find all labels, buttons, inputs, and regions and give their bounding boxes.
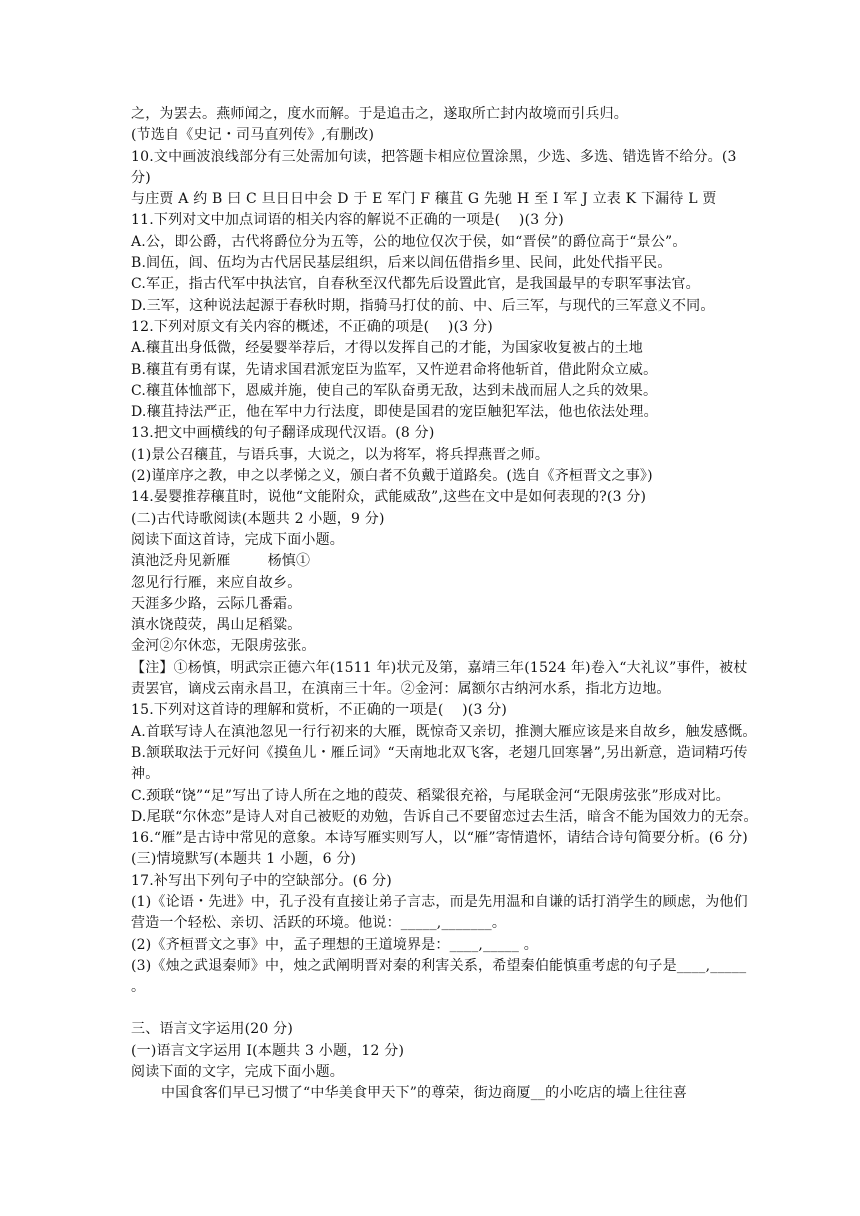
question-13: 13.把文中画横线的句子翻译成现代汉语。(8 分) xyxy=(131,425,435,442)
sub-question-2: (2)谨庠序之教，申之以孝悌之义，颁白者不负戴于道路矣。(选自《齐桓晋文之事》) xyxy=(131,468,653,485)
instruction: 阅读下面这首诗，完成下面小题。 xyxy=(131,531,344,548)
option-b: B.闾伍，闾、伍均为古代居民基层组织，后来以闾伍借指乡里、民间，此处代指平民。 xyxy=(131,255,672,272)
option-d: D.穰苴持法严正，他在军中力行法度，即使是国君的宠臣触犯军法，他也依法处理。 xyxy=(131,404,658,421)
text-line: 之，为罢去。燕师闻之，度水而解。于是追击之，遂取所亡封内故境而引兵归。 xyxy=(131,106,628,122)
question-10: 10.文中画波浪线部分有三处需加句读，把答题卡相应位置涂黑，少选、多选、错选皆不给分。(3 分) xyxy=(131,148,742,186)
option-b: B.颔联取法于元好问《摸鱼儿・雁丘词》“天南地北双飞客，老翅几回寒暑”,另出新意，造词精巧传神。 xyxy=(131,744,748,783)
instruction: 阅读下面的文字，完成下面小题。 xyxy=(131,1064,344,1081)
section-heading: (三)情境默写(本题共 1 小题，6 分) xyxy=(131,851,357,868)
spacer xyxy=(131,998,760,1019)
sub-question-3: (3)《烛之武退秦师》中，烛之武阐明晋对秦的利害关系，希望秦伯能慎重考虑的句子是____,_____ 。 xyxy=(131,957,751,996)
option-b: B.穰苴有勇有谋，先请求国君派宠臣为监军，又忤逆君命将他斩首，借此附众立威。 xyxy=(131,361,658,378)
question-17: 17.补写出下列句子中的空缺部分。(6 分) xyxy=(131,872,392,889)
question-16: 16.“雁”是古诗中常见的意象。本诗写雁实则写人，以“雁”寄情遣怀，请结合诗句简要分析。(6 分) xyxy=(131,830,748,847)
option-a: A.穰苴出身低微，经晏婴举荐后，才得以发挥自己的才能，为国家收复被占的土地 xyxy=(131,340,643,357)
section-heading: (一)语言文字运用 I(本题共 3 小题，12 分) xyxy=(131,1042,405,1059)
option-c: C.军正，指古代军中执法官，自春秋至汉代都先后设置此官，是我国最早的专职军事法官。 xyxy=(131,276,700,293)
question-10-text: 与庄贾 A 约 B 曰 C 旦日日中会 D 于 E 军门 F 穰苴 G 先驰 H 至 I 军 J 立表 K 下漏待 L 贾 xyxy=(131,191,717,208)
section-heading: (二)古代诗歌阅读(本题共 2 小题，9 分) xyxy=(131,510,385,527)
question-15: 15.下列对这首诗的理解和赏析，不正确的一项是( )(3 分) xyxy=(131,702,508,719)
option-c: C.颈联“饶”“足”写出了诗人所在之地的葭荧、稻粱很充裕，与尾联金河“无限虏弦张”形成对比。 xyxy=(131,787,730,804)
question-12: 12.下列对原文有关内容的概述，不正确的项是( )(3 分) xyxy=(131,318,493,335)
sub-question-1: (1)《论语・先进》中，孔子没有直接让弟子言志，而是先用温和自谦的话打消学生的顾虑，为他们营造一个轻松、亲切、活跃的环境。他说：_____,_______。 xyxy=(131,893,748,932)
poem-line: 天涯多少路，云际几番霜。 xyxy=(131,595,302,612)
poem-line: 忽见行行雁，来应自故乡。 xyxy=(131,574,302,591)
sub-question-1: (1)景公召穰苴，与语兵事，大说之，以为将军，将兵捍燕晋之师。 xyxy=(131,446,550,463)
part-heading: 三、语言文字运用(20 分) xyxy=(131,1021,293,1038)
poem-title: 滇池泛舟见新雁 杨慎① xyxy=(131,553,311,570)
poem-line: 滇水饶葭荧，禺山足稻粱。 xyxy=(131,617,302,634)
option-c: C.穰苴体恤部下，恩威并施，使自己的军队奋勇无敌，达到未战而屈人之兵的效果。 xyxy=(131,382,658,399)
passage-text: 中国食客们早已习惯了“中华美食甲天下”的尊荣，街边商厦__的小吃店的墙上往往喜 xyxy=(161,1085,688,1102)
option-d: D.尾联“尔休恋”是诗人对自己被贬的劝勉，告诉自己不要留恋过去生活，暗含不能为国效力的无奈。 xyxy=(131,808,758,825)
question-14: 14.晏婴推荐穰苴时，说他“文能附众，武能威敌”,这些在文中是如何表现的?(3 分) xyxy=(131,489,647,506)
option-a: A.首联写诗人在滇池忽见一行行初来的大雁，既惊奇又亲切，推测大雁应该是来自故乡，触发感慨。 xyxy=(131,723,757,740)
option-a: A.公，即公爵，古代将爵位分为五等，公的地位仅次于侯，如“晋侯”的爵位高于“景公”。 xyxy=(131,233,687,250)
option-d: D.三军，这种说法起源于春秋时期，指骑马打仗的前、中、后三军，与现代的三军意义不同。 xyxy=(131,297,715,314)
poem-line: 金河②尔休恋，无限虏弦张。 xyxy=(131,638,316,655)
source-note: (节选自《史记・司马直列传》,有删改) xyxy=(131,127,375,144)
sub-question-2: (2)《齐桓晋文之事》中，孟子理想的王道境界是：____,_____ 。 xyxy=(131,936,538,953)
question-11: 11.下列对文中加点词语的相关内容的解说不正确的一项是( )(3 分) xyxy=(131,212,564,229)
poem-notes: 【注】①杨慎，明武宗正德六年(1511 年)状元及第，嘉靖三年(1524 年)卷入“大礼议”事件，被杖责罢官，谪戍云南永昌卫，在滇南三十年。②金河：属额尔古纳河水系，指北方边地。 xyxy=(131,659,748,698)
